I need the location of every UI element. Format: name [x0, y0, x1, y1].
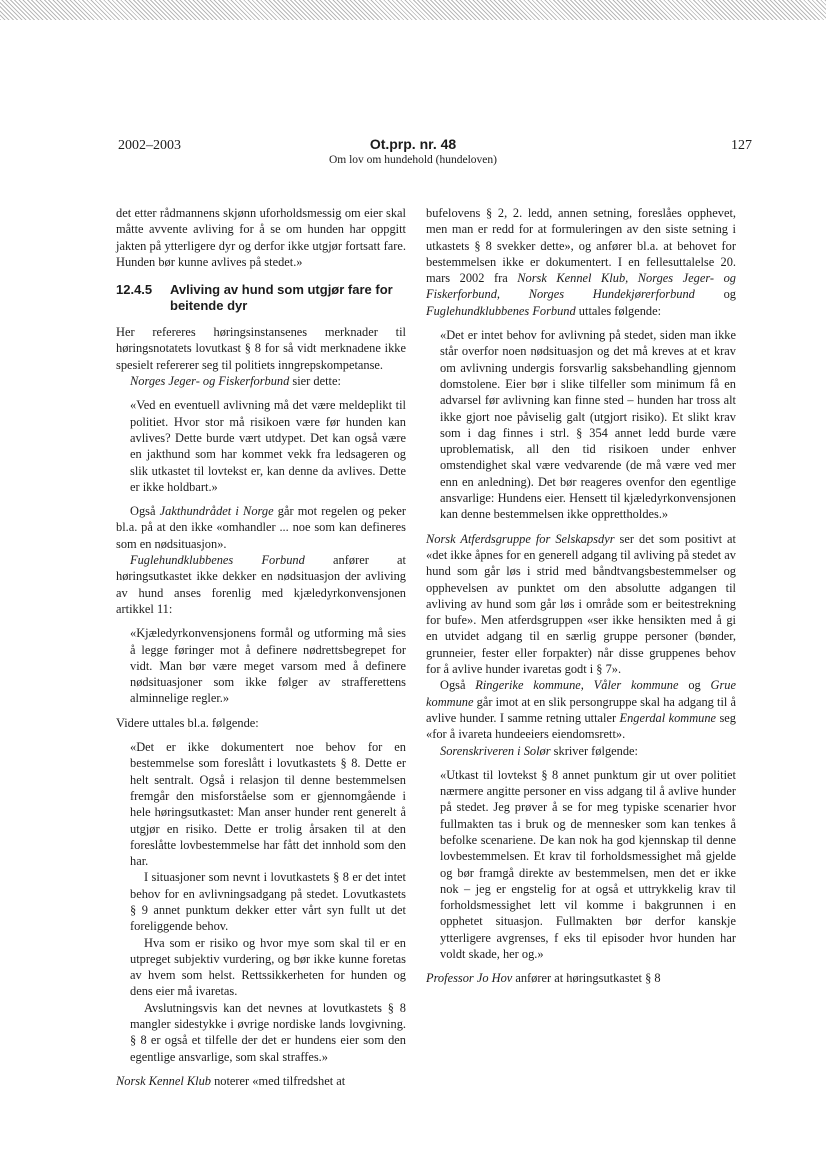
organization-name: Fuglehundklubbenes Forbund — [130, 553, 305, 568]
section-number: 12.4.5 — [116, 282, 153, 298]
organization-name: Norges Jeger- og Fiskerforbund — [130, 374, 290, 389]
paragraph: Her refereres høringsinstansenes merknader til høringsnotatets lovutkast § 8 for så vidt merknadene ikke spesielt refererer seg til politiets inngrepskompetanse. — [116, 325, 406, 372]
paragraph: Fuglehundklubbenes Forbund anfører at høringsutkastet ikke dekker en nødsituasjon der avliving av hund anses forenlig med kjæledyrkonvensjonen artikkel 11: — [116, 553, 406, 616]
block-quote: Hva som er risiko og hvor mye som skal til er en utpreget subjektiv vurdering, og bør ikke kunne foretas av hvem som helst. Rettssikkerheten for hunden og dens eier må ivaretas. — [130, 935, 406, 999]
paragraph: bufelovens § 2, 2. ledd, annen setning, foreslåes opphevet, men man er redd for at formuleringen av den siste setning i utkastets § 8 svekker dette», og anfører bl.a. at behovet for bestemmelsen ikke er dokumentert. I en fellesuttalelse 20. mars 2002 fra Norsk Kennel Klub, Norges Jeger- og Fiskerforbund, Norges Hundekjørerforbund og Fuglehundklubbenes Forbund uttales følgende: — [426, 206, 736, 318]
block-quote: «Det er intet behov for avlivning på stedet, siden man ikke står overfor noen nødsituasjon og det må kreves at et krav om avlivning undergis forsvarlig saksbehandling gjennom domstolene. Eier bør i slike tilfeller som minimum få en advarsel før avlivning kan finne sted – hunden har tross alt ikke gjort noe påviselig galt (utgjort risiko). Et slikt krav som i dag finnes i strl. § 354 annet ledd burde være uproblematisk, all den tid risikoen under enhver omstendighet skal være vedvarende (de må være ved mer enn en anledning). Det bør reageres ovenfor den egentlige ansvarlige: Hundens eier. Hensett til kjæledyrkonvensjonen kan denne bestemmelsen ikke opprettholdes.» — [440, 328, 736, 522]
right-column — [426, 205, 736, 987]
paragraph: Også Ringerike kommune, Våler kommune og Grue kommune går imot at en slik persongruppe skal ha adgang til å avlive hunder. I samme retning uttaler Engerdal kommune seg «for å ivareta hundeeiers eiendomsrett». — [426, 678, 736, 742]
paragraph: Norsk Atferdsgruppe for Selskapsdyr ser det som positivt at «det ikke åpnes for en generell adgang til avliving på stedet av hund som går løs i strid med båndtvangsbestemmelser og opphevelsen av punktet om den absolutte adgangen til avliving av hund som går løs i område som er beitestrekning for bufe». Men atferdsgruppen «ser ikke hensikten med å gi en utvidet adgang til en særlig gruppe personer (bønder, grunneier, fester eller forpakter) når disse gruppenes behov for å avlive hunder ivaretas godt i § 7». — [426, 531, 737, 677]
block-quote: «Det er ikke dokumentert noe behov for en bestemmelse som foreslått i lovutkastets § 8. Dette er helt sentralt. Også i relasjon til denne bestemmelsen fremgår den misforståelse som er gjennomgående i hele høringsutkastet: Man anser hunder rent generelt å utgjør en risiko. Dette er trolig årsaken til at den foreslåtte lovbestemmelse har fått det innhold som den har. — [130, 740, 406, 869]
paragraph: Sorenskriveren i Solør skriver følgende: — [440, 743, 638, 758]
organization-name: Norsk Atferdsgruppe for Selskapsdyr — [426, 531, 615, 546]
paragraph: Også Jakthundrådet i Norge går mot regelen og peker bl.a. på at den ikke «omhandler ... noe som kan defineres som en nødsituasjon». — [116, 504, 406, 551]
block-quote: «Ved en eventuell avlivning må det være meldeplikt til politiet. Hvor stor må risikoen være før hunden kan avlives? Dette burde vært utdypet. Det kan også være en jakthund som har kommet vekk fra ledsageren og slik utkastet til lovtekst er, kan denne da avlives. Dette er ikke holdbart.» — [130, 398, 406, 494]
organization-name: Professor Jo Hov — [426, 971, 513, 986]
paragraph: det etter rådmannens skjønn uforholdsmessig om eier skal måtte avvente avliving for å se om hunden har oppgitt jakten på ytterligere dyr og derfor ikke utgjør fortsatt fare. Hunden bør kunne avlives på stedet.» — [116, 206, 406, 269]
document-title: Ot.prp. nr. 48 — [369, 136, 457, 152]
paragraph: Norsk Kennel Klub noterer «med tilfredshet at — [116, 1073, 346, 1088]
organization-name: Fuglehundklubbenes Forbund — [426, 303, 576, 318]
section-heading — [116, 282, 406, 314]
organization-name: Sorenskriveren i Solør — [440, 743, 551, 758]
paragraph: Professor Jo Hov anfører at høringsutkastet § 8 — [426, 971, 661, 986]
organization-name: Grue kommune — [426, 678, 736, 709]
scan-edge-artifact — [0, 0, 826, 20]
block-quote: Avslutningsvis kan det nevnes at lovutkastets § 8 mangler sidestykke i øvrige nordiske lands lovgivning. § 8 er også et tilfelle der det er hundens eier som den egentlige ansvarlige, som skal straffes.» — [130, 1000, 406, 1064]
paragraph: Videre uttales bl.a. følgende: — [116, 715, 259, 730]
block-quote: «Kjæledyrkonvensjonens formål og utforming må sies å legge føringer mot å definere nødrettsbegrepet for vidt. Man bør være meget varsom med å definere nødsituasjoner som ikke følger av strafferettens alminnelige regler.» — [130, 626, 406, 706]
block-quote: «Utkast til lovtekst § 8 annet punktum gir ut over politiet nærmere angitte personer en viss adgang til å avlive hunder på stedet. Jeg prøver å se for meg typiske scenarier hvor fullmakten tas i bruk og de mennesker som kan tenkes å befolke scenariene. De kan nok ha god kjennskap til denne lovbestemmelsen. Et krav til forholdsmessighet må gjelde og bør framgå direkte av bestemmelsen, men det er ikke nok – jeg er engstelig for at også et uttrykkelig krav til forholdsmessighet lett vil komme i bakgrunnen i en opphetet situasjon. Fullmakten bør derfor kanskje ytterligere avgrenses, f eks til episoder hvor hunden har voldt skade, her og.» — [440, 767, 736, 962]
document-subtitle: Om lov om hundehold (hundeloven) — [328, 154, 497, 166]
organization-name: Jakthundrådet i Norge — [159, 504, 274, 519]
section-title: Avliving av hund som utgjør fare for beitende dyr — [170, 282, 393, 314]
paragraph: Norges Jeger- og Fiskerforbund sier dette: — [130, 374, 341, 389]
left-column — [116, 205, 406, 1089]
organization-name: Ringerike kommune, Våler kommune — [475, 678, 679, 693]
page-number: 127 — [731, 138, 752, 153]
organization-name: Norsk Kennel Klub, Norges Jeger- og Fiskerforbund, Norges Hundekjørerforbund — [426, 271, 736, 302]
organization-name: Norsk Kennel Klub — [116, 1073, 211, 1088]
block-quote: I situasjoner som nevnt i lovutkastets § 8 er det intet behov for en avlivningsadgang på stedet. Lovutkastets § 9 annet punktum dekker etter vårt syn fullt ut det foreliggende behov. — [130, 870, 406, 934]
header-years: 2002–2003 — [118, 138, 181, 153]
organization-name: Engerdal kommune — [619, 710, 717, 725]
